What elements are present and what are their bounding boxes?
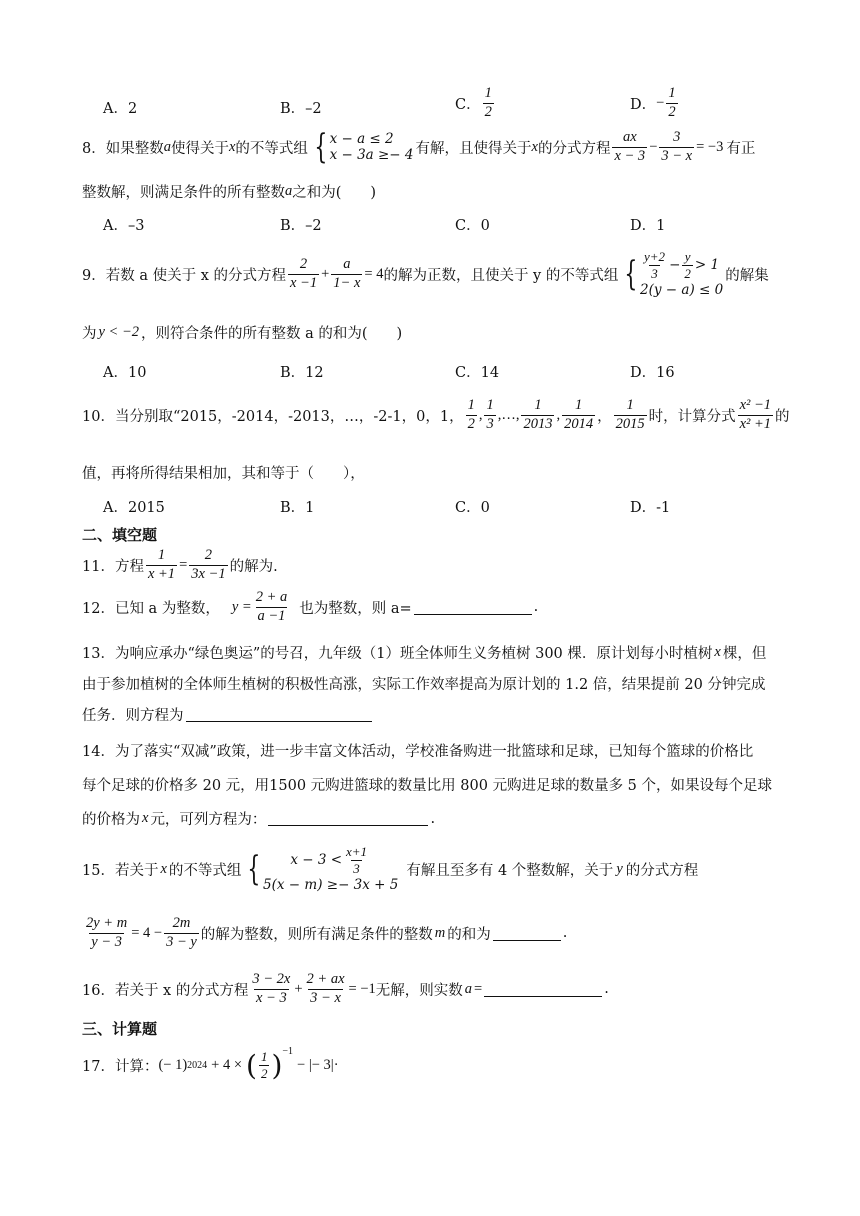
q8-option-c: C．0 xyxy=(455,218,490,234)
q10-option-c: C．0 xyxy=(455,500,490,516)
section-heading-fill-in: 二、填空题 xyxy=(82,526,158,544)
q9-stem-line2: 为 y < −2 ，则符合条件的所有整数 a 的和为( ) xyxy=(82,324,403,342)
q15-stem-line1: 15．若关于 x 的不等式组 { x − 3 < $\frac{x+1}{3}$ 5(x − m) ≥− 3x + 5 有解且至多有 4 个整数解，关于 y 的分式方程 xyxy=(82,844,699,893)
q15-answer-blank[interactable] xyxy=(493,926,561,941)
q8-option-d: D．1 xyxy=(630,218,666,234)
section-heading-calculation: 三、计算题 xyxy=(82,1020,158,1038)
q7-option-c: C． $\frac{1}{2}$ xyxy=(455,85,492,120)
q9-option-c: C．14 xyxy=(455,365,500,381)
q8-option-a: A．–3 xyxy=(103,218,145,234)
q13-stem-line3: 任务．则方程为 xyxy=(82,704,374,725)
q10-option-b: B．1 xyxy=(280,500,315,516)
q13-stem-line2: 由于参加植树的全体师生植树的积极性高涨，实际工作效率提高为原计划的 1.2 倍，结果提前 20 分钟完成 xyxy=(82,677,766,693)
q8-stem-line1: 8．如果整数 a 使得关于 x 的不等式组 { x − a ≤ 2 x − 3a ≥− 4 有解，且使得关于 x 的分式方程 $\frac{ax}{x - 3}$ − $\frac{3}{3 - x}$ = −3 有正 xyxy=(82,127,756,168)
q10-stem-line1: 10．当分别取“2015，-2014，-2013，…，-2-1，0，1， $\frac{1}{2}$ , $\frac{1}{3}$ ,…, $\frac{1}{2013}$ , $\frac{1}{2014}$ ， $\frac{1}{2015}$ 时，计算分式 $\frac{\text{x² −1}}{\text{x² +1}}$ 的 xyxy=(82,397,790,432)
q10-option-d: D．-1 xyxy=(630,500,671,516)
q9-inequality-system: { $\frac{y+2}{3}$ − $\frac{y}{2}$ > 1 2(y − a) ≤ 0 xyxy=(624,249,724,298)
q9-stem-line1: 9．若数 a 使关于 x 的分式方程 $\frac{2}{x -1}$ + $\frac{a}{1- x}$ = 4 的解为正数，且使关于 y 的不等式组 { $\frac{y+2}{3}$ − $\frac{y}{2}$ > 1 2(y − a) ≤ 0 的解集 xyxy=(82,249,769,298)
q15-stem-line2: $\frac{2y + m}{y - 3}$ = 4 − $\frac{2m}{3 - y}$ 的解为整数，则所有满足条件的整数 m 的和为 . xyxy=(86,915,568,950)
q7-option-b: B．–2 xyxy=(280,101,322,117)
q16-answer-blank[interactable] xyxy=(484,982,602,997)
q11-stem: 11．方程 $\frac{1}{x +1}$ = $\frac{2}{3x -1}$ 的解为. xyxy=(82,547,278,582)
q14-stem-line3: 的价格为 x 元，可列方程为： . xyxy=(82,810,436,828)
q14-stem-line1: 14．为了落实“双减”政策，进一步丰富文体活动，学校准备购进一批篮球和足球，已知每个篮球的价格比 xyxy=(82,744,754,760)
q14-stem-line2: 每个足球的价格多 20 元，用1500 元购进篮球的数量比用 800 元购进足球的数量多 5 个，如果设每个足球 xyxy=(82,778,773,794)
q7-option-a: A．2 xyxy=(103,101,138,117)
q10-option-a: A．2015 xyxy=(103,500,165,516)
q9-option-a: A．10 xyxy=(103,365,147,381)
q9-option-b: B．12 xyxy=(280,365,324,381)
q14-answer-blank[interactable] xyxy=(268,811,428,826)
q12-stem: 12．已知 a 为整数， y = $\frac{2 + a}{a -1}$ 也为整数，则 a= . xyxy=(82,589,539,624)
q13-stem-line1: 13．为响应承办“绿色奥运”的号召，九年级（1）班全体师生义务植树 300 棵．原计划每小时植树 x 棵，但 xyxy=(82,644,767,662)
q10-stem-line2: 值，再将所得结果相加，其和等于（ ）， xyxy=(82,466,365,482)
q8-inequality-system: { x − a ≤ 2 x − 3a ≥− 4 xyxy=(314,127,414,168)
q12-answer-blank[interactable] xyxy=(414,600,532,615)
q9-option-d: D．16 xyxy=(630,365,675,381)
q15-inequality-system: { x − 3 < $\frac{x+1}{3}$ 5(x − m) ≥− 3x + 5 xyxy=(247,844,399,893)
q7-option-d: D． − $\frac{1}{2}$ xyxy=(630,85,676,120)
q17-stem: 17．计算： (− 1) 2024 + 4 × ( $\frac{1}{2}$ ) −1 − |− 3|· xyxy=(82,1046,339,1082)
q13-answer-blank[interactable] xyxy=(186,707,372,722)
q8-option-b: B．–2 xyxy=(280,218,322,234)
q8-stem-line2: 整数解，则满足条件的所有整数 a 之和为( ) xyxy=(82,183,377,201)
q16-stem: 16．若关于 x 的分式方程 $\frac{3 - 2x}{x - 3}$ + $\frac{2 + ax}{3 - x}$ = −1 无解，则实数 a = . xyxy=(82,971,609,1006)
